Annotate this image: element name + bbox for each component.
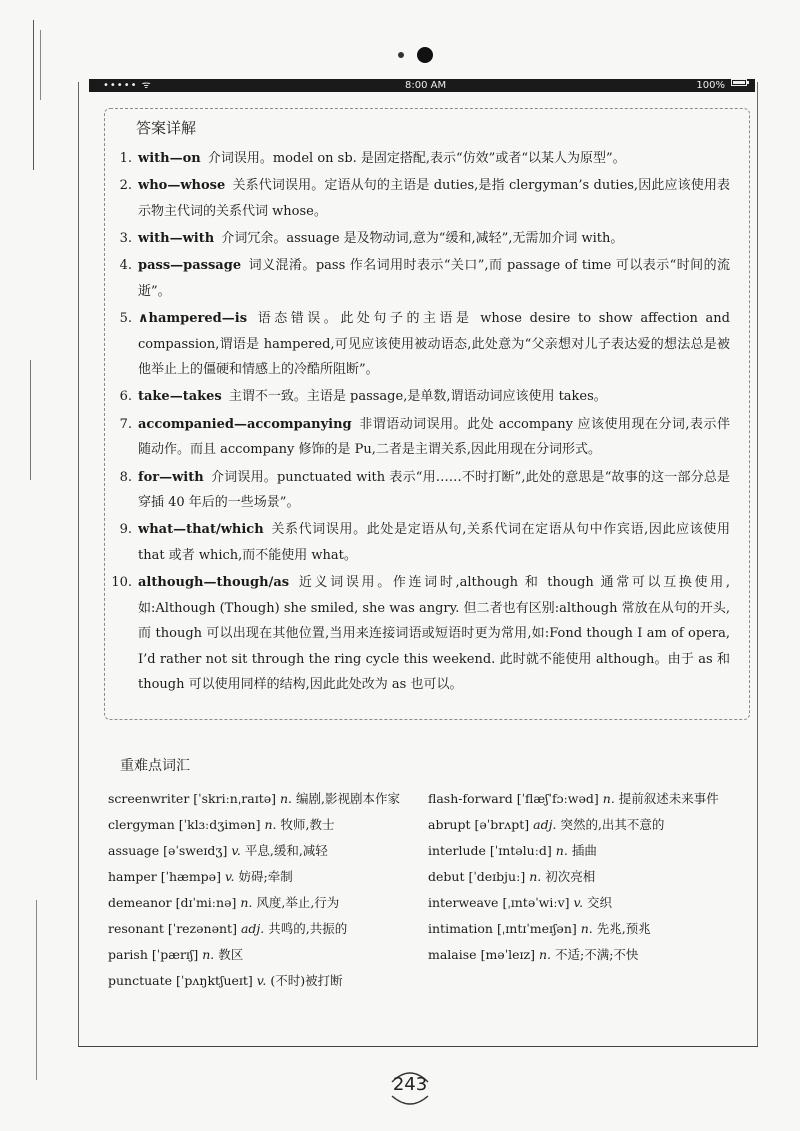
vocab-entry xyxy=(108,864,428,890)
vocab-definition: 初次亮相 xyxy=(545,869,596,884)
answer-explanation: 语态错误。此处句子的主语是 whose desire to show affection and compassion,谓语是 hampered,可见应该使用被动语态,此处意为“父亲想对儿子表达爱的想法总是被他举止上的僵硬和情感上的冷酷所阻断”。 xyxy=(138,311,730,378)
vocab-entry xyxy=(108,968,428,994)
vocab-title: 重难点词汇 xyxy=(120,758,190,774)
answer-explanation: 关系代词误用。此处是定语从句,关系代词在定语从句中作宾语,因此应该使用 that 或者 which,而不能使用 what。 xyxy=(138,522,730,563)
vocab-entry xyxy=(428,838,748,864)
vocab-definition: (不时)被打断 xyxy=(270,973,343,988)
vocab-entry xyxy=(428,890,748,916)
vocab-ipa: [ˌɪntɪˈmeɪʃən] xyxy=(496,921,577,936)
vocab-pos: v. xyxy=(256,973,267,988)
vocab-word: interweave xyxy=(428,895,499,910)
vocab-ipa: [dɪˈmiːnə] xyxy=(175,895,237,910)
answer-item xyxy=(110,465,730,516)
answer-explanation: 介词误用。model on sb. 是固定搭配,表示“仿效”或者“以某人为原型”。 xyxy=(207,151,626,166)
vocab-word: interlude xyxy=(428,843,486,858)
scan-edge-line xyxy=(40,30,41,100)
vocab-ipa: [ˈpærɪʃ] xyxy=(151,947,199,962)
answer-explanation: 介词冗余。assuage 是及物动词,意为“缓和,减轻”,无需加介词 with。 xyxy=(221,231,624,247)
answer-correction: for—with xyxy=(138,469,204,485)
vocab-definition: 交织 xyxy=(587,895,613,910)
vocab-ipa: [əˈsweɪdʒ] xyxy=(163,843,228,858)
vocab-pos: v. xyxy=(224,869,235,884)
answer-number: 1. xyxy=(119,151,132,166)
vocab-pos: n. xyxy=(538,947,551,962)
answer-item xyxy=(110,412,730,463)
vocab-pos: n. xyxy=(264,817,277,832)
vocab-word: clergyman xyxy=(108,817,175,832)
answer-correction: take—takes xyxy=(138,389,222,405)
answer-number: 4. xyxy=(119,258,132,274)
vocab-entry xyxy=(428,864,748,890)
device-camera-lens xyxy=(417,47,433,63)
answer-explanation: 关系代词误用。定语从句的主语是 duties,是指 clergyman’s duties,因此应该使用表示物主代词的关系代词 whose。 xyxy=(138,178,730,219)
vocab-pos: v. xyxy=(231,843,241,858)
vocab-word: punctuate xyxy=(108,973,173,988)
scan-edge-line xyxy=(36,900,37,1080)
vocab-definition: 编剧,影视剧本作家 xyxy=(296,791,400,806)
vocab-ipa: [ˈhæmpə] xyxy=(160,869,221,884)
vocab-list-right xyxy=(428,786,748,968)
vocab-pos: v. xyxy=(573,895,584,910)
page-frame-left xyxy=(78,82,79,1047)
device-status-bar xyxy=(89,79,755,92)
vocab-definition: 平息,缓和,减轻 xyxy=(244,843,328,858)
vocab-definition: 突然的,出其不意的 xyxy=(560,817,665,832)
answer-item xyxy=(110,173,730,224)
answer-explanation: 近义词误用。作连词时,although 和 though 通常可以互换使用,如:Although (Though) she smiled, she was angry. 但二者也有区别:although 常放在从句的开头,而 though 可以出现在其他位置,当用来连接词语或短语时更为常用,如:Fond though I am of opera, I’d rather not sit through the ring cycle this weekend. 此时就不能使用 although。由于 as 和 though 可以使用同样的结构,因此此处改为 as 也可以。 xyxy=(138,575,730,693)
vocab-list-left xyxy=(108,786,428,994)
battery-percent: 100% xyxy=(696,80,725,91)
vocab-pos: n. xyxy=(202,947,215,962)
vocab-ipa: [əˈbrʌpt] xyxy=(474,817,530,832)
vocab-ipa: [ˈskriːnˌraɪtə] xyxy=(193,791,276,806)
answer-number: 5. xyxy=(119,311,132,327)
answer-number: 10. xyxy=(111,575,132,591)
vocab-word: hamper xyxy=(108,869,157,884)
vocab-entry xyxy=(428,812,748,838)
vocab-entry xyxy=(108,942,428,968)
page-number: 243 xyxy=(392,1074,428,1095)
vocab-entry xyxy=(108,916,428,942)
vocab-ipa: [ˈdeɪbjuː] xyxy=(468,869,526,884)
vocab-pos: n. xyxy=(279,791,293,806)
vocab-ipa: [ˈpʌŋktʃueɪt] xyxy=(176,973,253,988)
vocab-entry xyxy=(428,942,748,968)
vocab-definition: 共鸣的,共振的 xyxy=(268,921,348,936)
vocab-pos: adj. xyxy=(240,921,265,936)
answer-correction: who—whose xyxy=(138,178,226,194)
answer-item xyxy=(110,146,730,172)
vocab-ipa: [ˌɪntəˈwiːv] xyxy=(502,895,570,910)
vocab-ipa: [məˈleɪz] xyxy=(480,947,535,962)
vocab-pos: n. xyxy=(580,921,593,936)
answer-correction: although—though/as xyxy=(138,575,290,591)
vocab-pos: n. xyxy=(555,843,568,858)
vocab-word: screenwriter xyxy=(108,791,190,806)
answer-explanation: 词义混淆。pass 作名词用时表示“关口”,而 passage of time 可以表示“时间的流逝”。 xyxy=(138,258,730,299)
vocab-word: parish xyxy=(108,947,148,962)
answer-correction: what—that/which xyxy=(138,522,264,538)
vocab-ipa: [ˈrezənənt] xyxy=(167,921,237,936)
answer-number: 7. xyxy=(119,416,132,432)
device-camera-dot xyxy=(398,52,404,58)
answer-number: 9. xyxy=(119,522,132,538)
answer-explanation: 介词误用。punctuated with 表示“用……不时打断”,此处的意思是“故事的这一部分总是穿插 40 年后的一些场景”。 xyxy=(138,469,731,511)
vocab-definition: 不适;不满;不快 xyxy=(554,947,639,962)
vocab-entry xyxy=(108,838,428,864)
vocab-definition: 先兆,预兆 xyxy=(596,921,651,936)
answers-list xyxy=(110,146,730,699)
answer-correction: ∧hampered—is xyxy=(138,311,248,327)
answer-item xyxy=(110,384,730,410)
answer-correction: with—on xyxy=(138,151,201,166)
vocab-entry xyxy=(108,890,428,916)
vocab-ipa: [ˈklɜːdʒimən] xyxy=(178,817,261,832)
vocab-pos: adj. xyxy=(533,817,557,832)
answer-explanation: 非谓语动词误用。此处 accompany 应该使用现在分词,表示伴随动作。而且 accompany 修饰的是 Pu,二者是主谓关系,因此用现在分词形式。 xyxy=(138,416,730,458)
battery-icon xyxy=(731,79,747,86)
answer-number: 8. xyxy=(119,469,132,485)
answer-correction: pass—passage xyxy=(138,258,242,274)
answer-correction: with—with xyxy=(138,231,215,247)
answer-number: 3. xyxy=(119,231,132,247)
status-time: 8:00 AM xyxy=(405,80,447,91)
vocab-word: abrupt xyxy=(428,817,471,832)
vocab-ipa: [ˈflæʃˈfɔːwəd] xyxy=(516,791,599,806)
answer-item xyxy=(110,570,730,698)
vocab-definition: 插曲 xyxy=(571,843,597,858)
scan-edge-line xyxy=(30,360,31,480)
answer-item xyxy=(110,253,730,304)
page-bottom-rule xyxy=(78,1046,758,1047)
answers-title: 答案详解 xyxy=(136,119,197,137)
answer-number: 2. xyxy=(119,178,132,194)
vocab-definition: 教区 xyxy=(218,947,244,962)
vocab-entry xyxy=(428,786,748,812)
vocab-definition: 牧师,教士 xyxy=(280,817,335,832)
vocab-word: demeanor xyxy=(108,895,172,910)
vocab-entry xyxy=(108,786,428,812)
vocab-word: intimation xyxy=(428,921,493,936)
answer-item xyxy=(110,226,730,252)
vocab-definition: 提前叙述未来事件 xyxy=(618,791,719,806)
answer-explanation: 主谓不一致。主语是 passage,是单数,谓语动词应该使用 takes。 xyxy=(228,389,607,405)
vocab-ipa: [ˈɪntəluːd] xyxy=(489,843,552,858)
vocab-word: debut xyxy=(428,869,465,884)
vocab-word: flash-forward xyxy=(428,791,513,806)
answer-number: 6. xyxy=(119,389,132,405)
answer-correction: accompanied—accompanying xyxy=(138,416,352,432)
vocab-definition: 妨碍;牵制 xyxy=(238,869,293,884)
vocab-pos: n. xyxy=(240,895,253,910)
vocab-definition: 风度,举止,行为 xyxy=(256,895,340,910)
vocab-pos: n. xyxy=(602,791,615,806)
vocab-entry xyxy=(428,916,748,942)
page-frame-right xyxy=(757,82,758,1047)
vocab-word: malaise xyxy=(428,947,477,962)
vocab-pos: n. xyxy=(529,869,542,884)
page-number-badge xyxy=(380,1062,440,1114)
answer-item xyxy=(110,517,730,568)
answer-item xyxy=(110,306,730,383)
vocab-entry xyxy=(108,812,428,838)
signal-indicator: ••••• ᯤ xyxy=(103,80,152,91)
vocab-word: assuage xyxy=(108,843,160,858)
vocab-word: resonant xyxy=(108,921,164,936)
scan-edge-line xyxy=(33,20,34,170)
